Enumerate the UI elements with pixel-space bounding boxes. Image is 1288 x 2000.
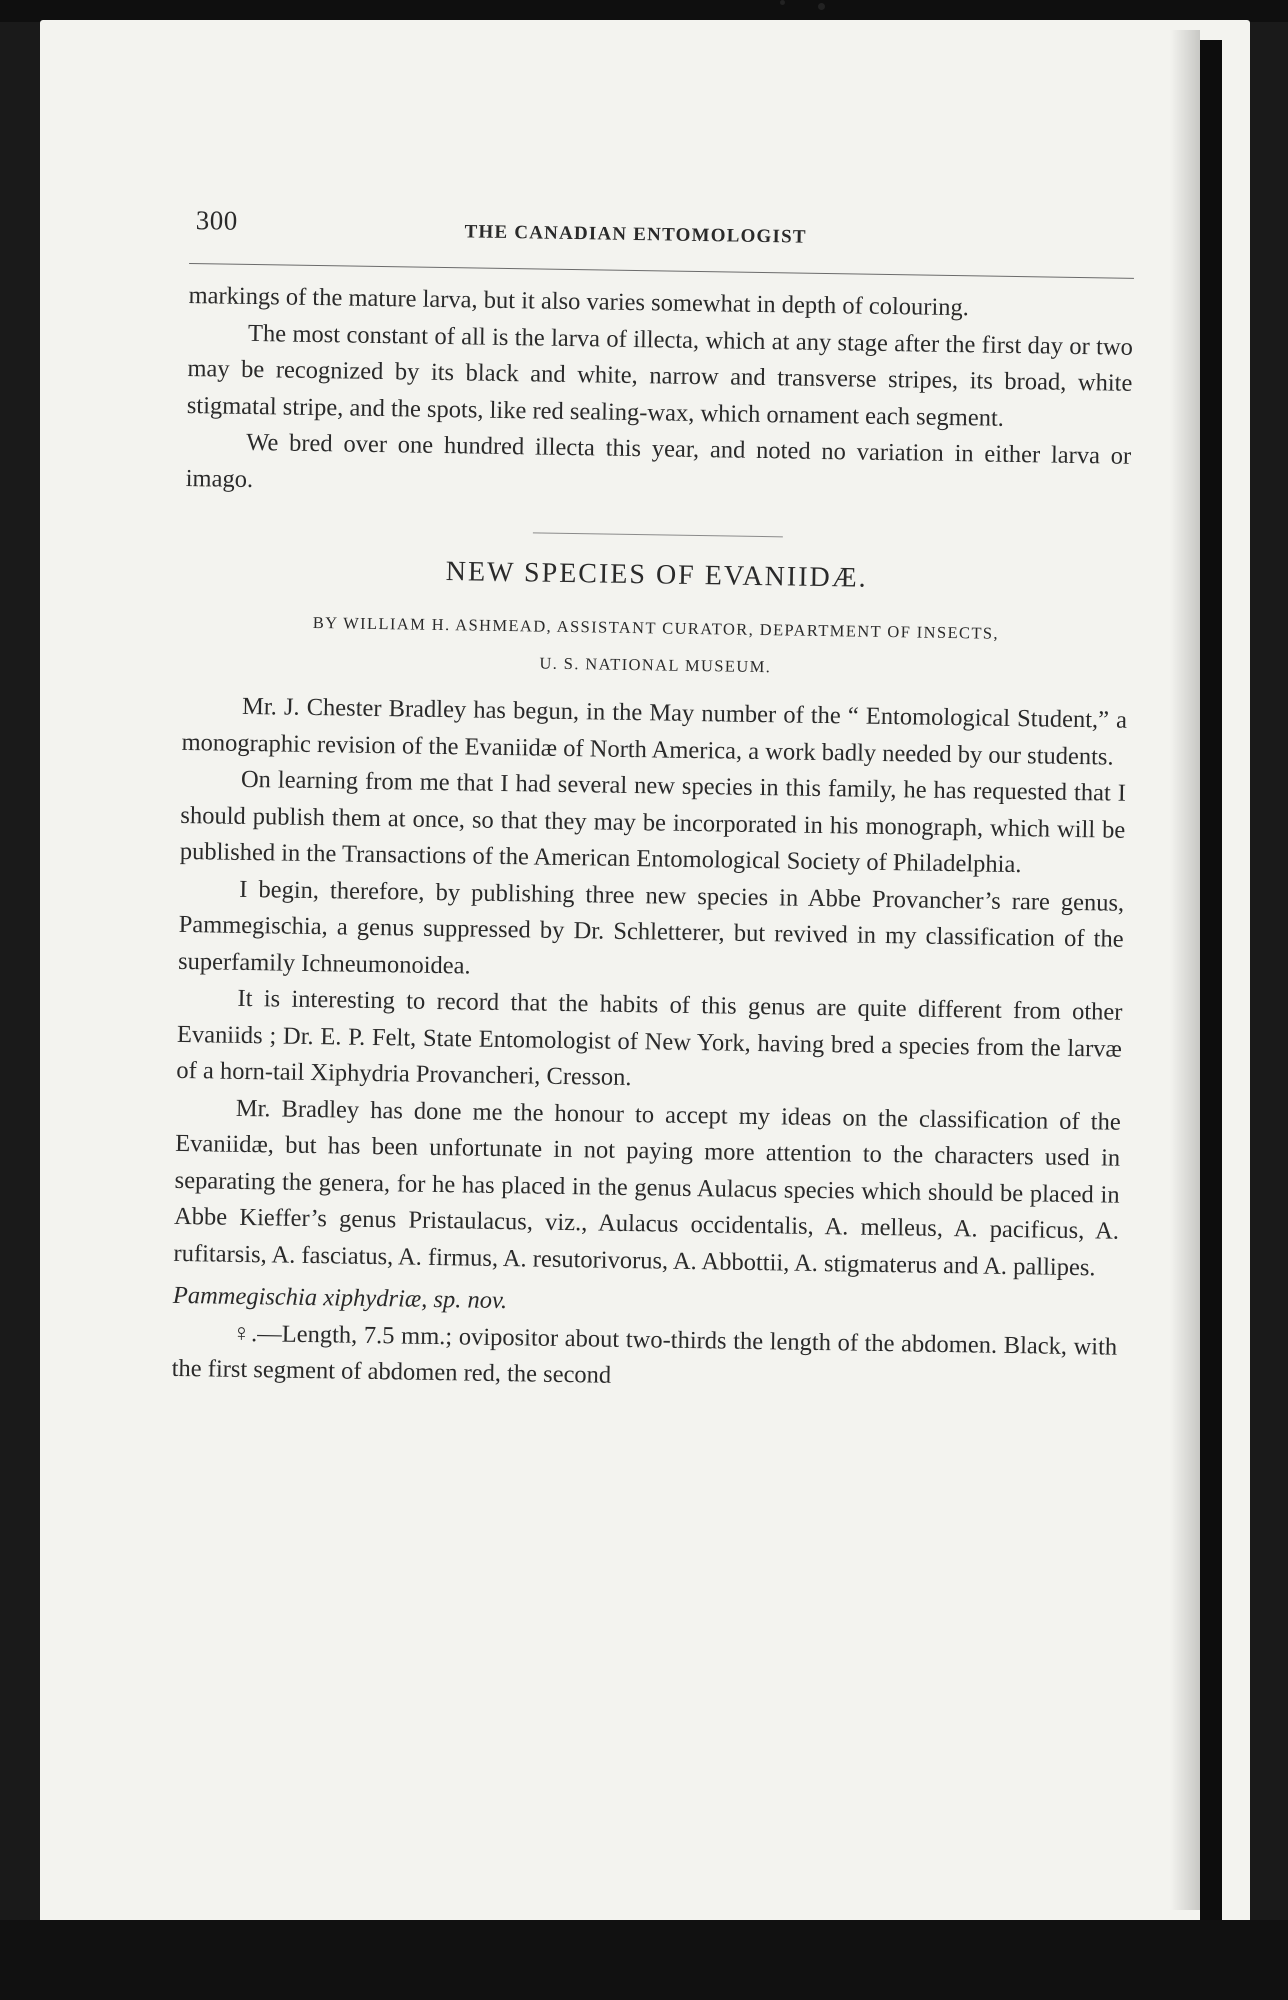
article-paragraph-3: I begin, therefore, by publishing three new species in Abbe Provancher’s rare genus, Pammegischia, a genus suppressed by Dr. Schletterer, but revived in my classification of the superfamily Ichneumonoidea. — [177, 875, 1125, 980]
intro-paragraph-1: markings of the mature larva, but it also varies somewhat in depth of colouring. — [188, 281, 970, 322]
byline-author: BY WILLIAM H. ASHMEAD, ASSISTANT CURATOR, DEPARTMENT OF INSECTS, — [312, 612, 1000, 643]
section-divider — [532, 532, 782, 537]
scan-speck — [818, 3, 825, 10]
page-gutter-shadow — [1170, 30, 1200, 1910]
intro-paragraph-3: We bred over one hundred illecta this year, and noted no variation in either larva or imago. — [185, 428, 1132, 493]
journal-title: THE CANADIAN ENTOMOLOGIST — [464, 221, 807, 248]
species-description: ♀.—Length, 7.5 mm.; ovipositor about two-thirds the length of the abdomen. Black, with the first segment of abdomen red, the second — [171, 1319, 1118, 1389]
scan-bottom-border — [0, 1920, 1288, 2000]
article-title: NEW SPECIES OF EVANIIDÆ. — [445, 556, 868, 594]
article-paragraph-1: Mr. J. Chester Bradley has begun, in the May number of the “ Entomological Student,” a monographic revision of the Evaniidæ of North America, a work badly needed by our students. — [181, 692, 1128, 771]
scan-top-border — [0, 0, 1288, 22]
byline — [183, 602, 1129, 691]
scan-speck — [780, 0, 785, 5]
page-content — [171, 205, 1134, 1402]
species-heading: Pammegischia xiphydriæ, sp. nov. — [172, 1281, 508, 1315]
book-spine-edge — [1200, 40, 1222, 1920]
header-rule — [189, 263, 1134, 279]
byline-affiliation: U. S. NATIONAL MUSEUM. — [539, 653, 772, 677]
intro-paragraph-2: The most constant of all is the larva of illecta, which at any stage after the first day or two may be recognized by its black and white, narrow and transverse stripes, its broad, white stigmatal stripe, and the spots, like red sealing-wax, which ornament each segment. — [186, 319, 1134, 432]
article-paragraph-4: It is interesting to record that the habits of this genus are quite different from other Evaniids ; Dr. E. P. Felt, State Entomologist of New York, having bred a species from the larvæ of a horn-tail Xiphydria Provancheri, Cresson. — [176, 984, 1123, 1092]
page-number: 300 — [195, 205, 238, 236]
article-paragraph-2: On learning from me that I had several new species in this family, he has requested that I should publish them at once, so that they may be incorporated in his monograph, which will be published in the Transactions of the American Entomological Society of Philadelphia. — [179, 765, 1127, 879]
article-paragraph-5: Mr. Bradley has done me the honour to accept my ideas on the classification of the Evaniidæ, but has been unfortunate in not paying more attention to the characters used in separating the genera, for he has placed in the genus Aulacus species which should be placed in Abbe Kieffer’s genus Pristaulacus, viz., Aulacus occidentalis, A. melleus, A. pacificus, A. rufitarsis, A. fasciatus, A. firmus, A. resutorivorus, A. Abbottii, A. stigmaterus and A. pallipes. — [173, 1094, 1121, 1281]
